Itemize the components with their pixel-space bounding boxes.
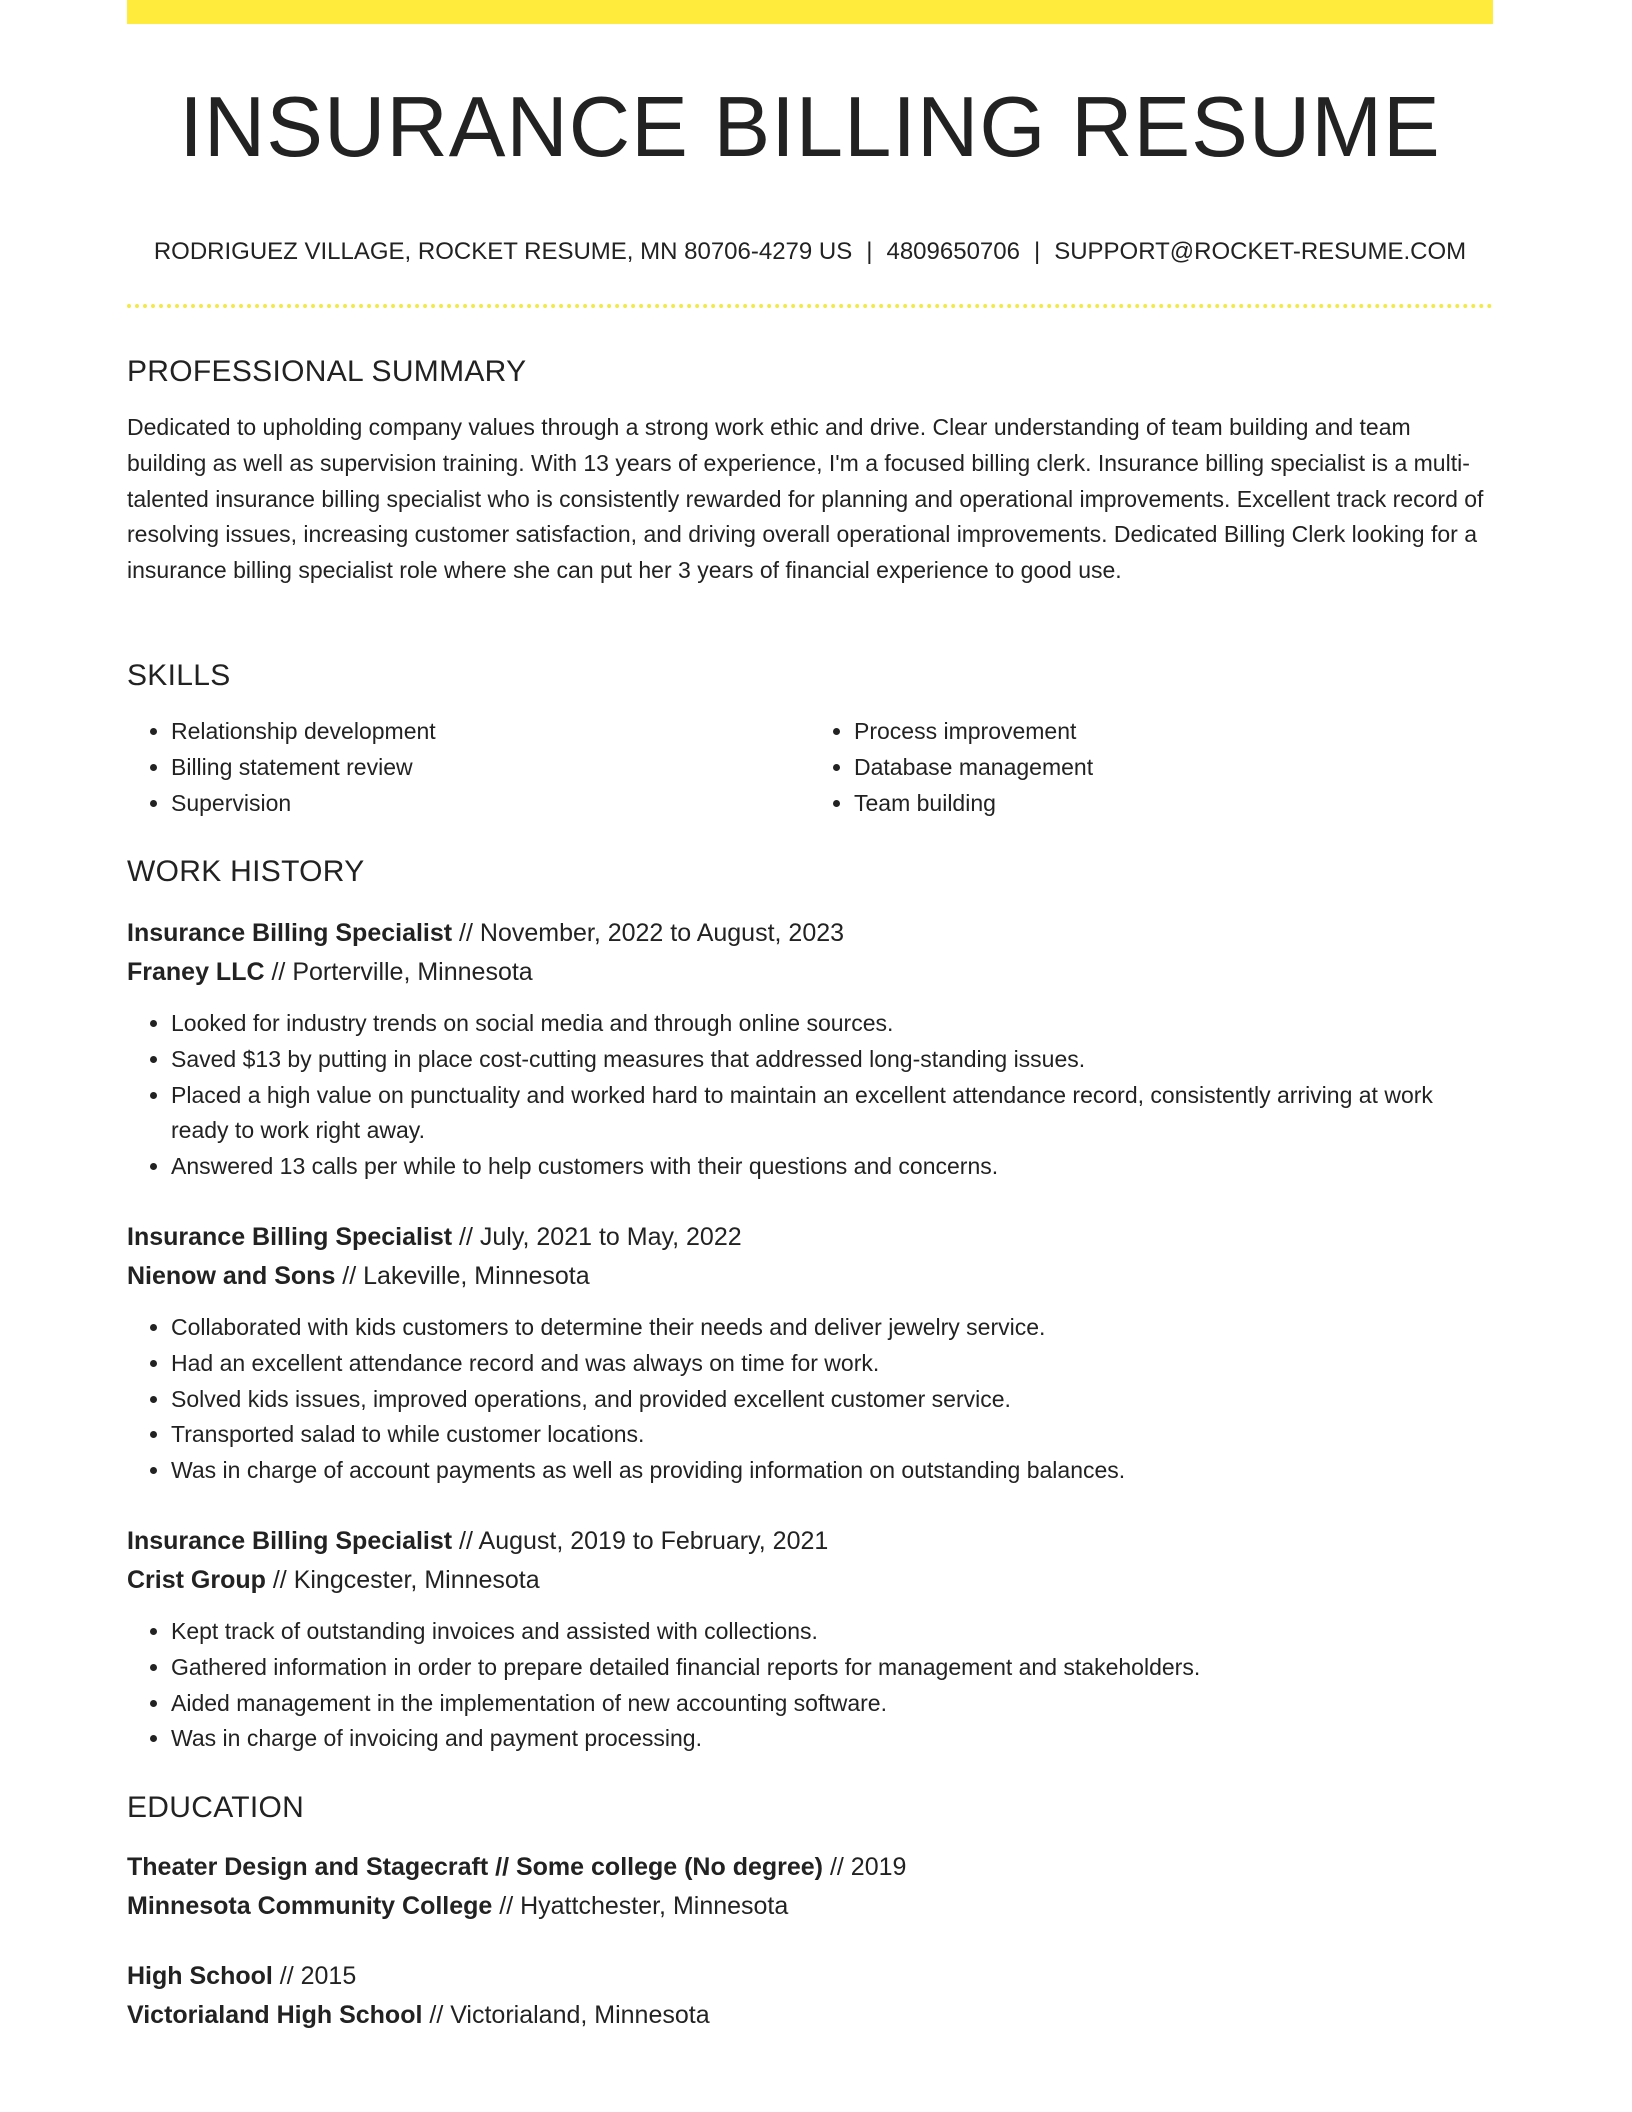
skill-item: • Process improvement [854, 714, 1493, 750]
job-company-line [127, 1561, 1493, 1600]
job-bullet: • Was in charge of invoicing and payment processing. [171, 1721, 1493, 1757]
job-bullets [127, 1310, 1493, 1489]
education-degree-line [127, 1848, 1493, 1887]
dotted-divider [127, 304, 1493, 308]
job-bullet: • Looked for industry trends on social media and through online sources. [171, 1006, 1493, 1042]
job-bullet: • Collaborated with kids customers to determine their needs and deliver jewelry service. [171, 1310, 1493, 1346]
job-company: Nienow and Sons [127, 1262, 336, 1290]
skill-item: • Billing statement review [171, 750, 810, 786]
skills-list-right [810, 714, 1493, 821]
job-location: // Porterville, Minnesota [264, 958, 533, 986]
skills-list-left [127, 714, 810, 821]
job-company: Crist Group [127, 1566, 266, 1594]
skills-columns [127, 714, 1493, 821]
education-school: Minnesota Community College [127, 1892, 493, 1920]
work-history-section [127, 852, 1493, 892]
job-dates: // November, 2022 to August, 2023 [452, 919, 845, 947]
job-bullet: • Aided management in the implementation of new accounting software. [171, 1686, 1493, 1722]
summary-heading: PROFESSIONAL SUMMARY [127, 355, 527, 388]
skill-item: • Team building [854, 786, 1493, 822]
contact-separator: | [1033, 238, 1041, 265]
education-location: // Victorialand, Minnesota [422, 2001, 710, 2029]
education-degree: High School [127, 1962, 273, 1990]
job-bullet: • Answered 13 calls per while to help customers with their questions and concerns. [171, 1149, 1493, 1185]
job-bullet: • Gathered information in order to prepare detailed financial reports for management and stakeholders. [171, 1650, 1493, 1686]
contact-phone: 4809650706 [886, 238, 1020, 265]
accent-top-bar [127, 0, 1493, 24]
job-bullet: • Transported salad to while customer locations. [171, 1417, 1493, 1453]
education-school-line [127, 1996, 1493, 2035]
education-section [127, 1788, 1493, 1828]
job-bullet: • Saved $13 by putting in place cost-cutting measures that addressed long-standing issues. [171, 1042, 1493, 1078]
job-dates: // August, 2019 to February, 2021 [452, 1527, 829, 1555]
contact-line [127, 236, 1493, 268]
education-school-line [127, 1887, 1493, 1926]
job-title-line [127, 1218, 1493, 1257]
education-entry [127, 1957, 1493, 2035]
education-degree-line [127, 1957, 1493, 1996]
skill-item: • Relationship development [171, 714, 810, 750]
education-heading: EDUCATION [127, 1791, 305, 1824]
job-dates: // July, 2021 to May, 2022 [452, 1223, 742, 1251]
summary-section [127, 352, 1493, 589]
skills-heading: SKILLS [127, 659, 231, 692]
skill-item: • Database management [854, 750, 1493, 786]
resume-title: INSURANCE BILLING RESUME [179, 80, 1441, 175]
job-role: Insurance Billing Specialist [127, 1223, 453, 1251]
education-year: // 2019 [823, 1853, 907, 1881]
job-bullets [127, 1614, 1493, 1757]
job-bullet: • Had an excellent attendance record and was always on time for work. [171, 1346, 1493, 1382]
job-entry [127, 1522, 1493, 1757]
education-year: // 2015 [272, 1962, 357, 1990]
summary-text: Dedicated to upholding company values through a strong work ethic and drive. Clear understanding of team building and team building as well as supervision training. With 13 years of experience, I'm a focused billing clerk. Insurance billing specialist is a multi-talented insurance billing specialist who is consistently rewarded for planning and operational improvements. Excellent track record of resolving issues, increasing customer satisfaction, and driving overall operational improvements. Dedicated Billing Clerk looking for a insurance billing specialist role where she can put her 3 years of financial experience to good use. [127, 414, 1484, 584]
education-school: Victorialand High School [127, 2001, 423, 2029]
job-bullet: • Placed a high value on punctuality and worked hard to maintain an excellent attendance record, consistently arriving at work ready to work right away. [171, 1078, 1493, 1150]
job-bullet: • Kept track of outstanding invoices and assisted with collections. [171, 1614, 1493, 1650]
job-location: // Lakeville, Minnesota [335, 1262, 590, 1290]
education-entry [127, 1848, 1493, 1926]
skill-item: • Supervision [171, 786, 810, 822]
job-title-line [127, 914, 1493, 953]
job-bullet: • Was in charge of account payments as well as providing information on outstanding balances. [171, 1453, 1493, 1489]
job-role: Insurance Billing Specialist [127, 1527, 453, 1555]
job-role: Insurance Billing Specialist [127, 919, 453, 947]
contact-address: RODRIGUEZ VILLAGE, ROCKET RESUME, MN 80706-4279 US [153, 238, 853, 265]
job-bullet: • Solved kids issues, improved operations, and provided excellent customer service. [171, 1382, 1493, 1418]
work-history-heading: WORK HISTORY [127, 855, 365, 888]
job-location: // Kingcester, Minnesota [265, 1566, 540, 1594]
job-entry [127, 914, 1493, 1185]
skills-section [127, 656, 1493, 821]
contact-email: SUPPORT@ROCKET-RESUME.COM [1054, 238, 1467, 265]
education-location: // Hyattchester, Minnesota [492, 1892, 789, 1920]
job-bullets [127, 1006, 1493, 1185]
job-company-line [127, 953, 1493, 992]
job-company-line [127, 1257, 1493, 1296]
education-degree: Theater Design and Stagecraft // Some college (No degree) [127, 1853, 824, 1881]
job-company: Franey LLC [127, 958, 265, 986]
contact-separator: | [866, 238, 873, 265]
job-entry [127, 1218, 1493, 1489]
job-title-line [127, 1522, 1493, 1561]
